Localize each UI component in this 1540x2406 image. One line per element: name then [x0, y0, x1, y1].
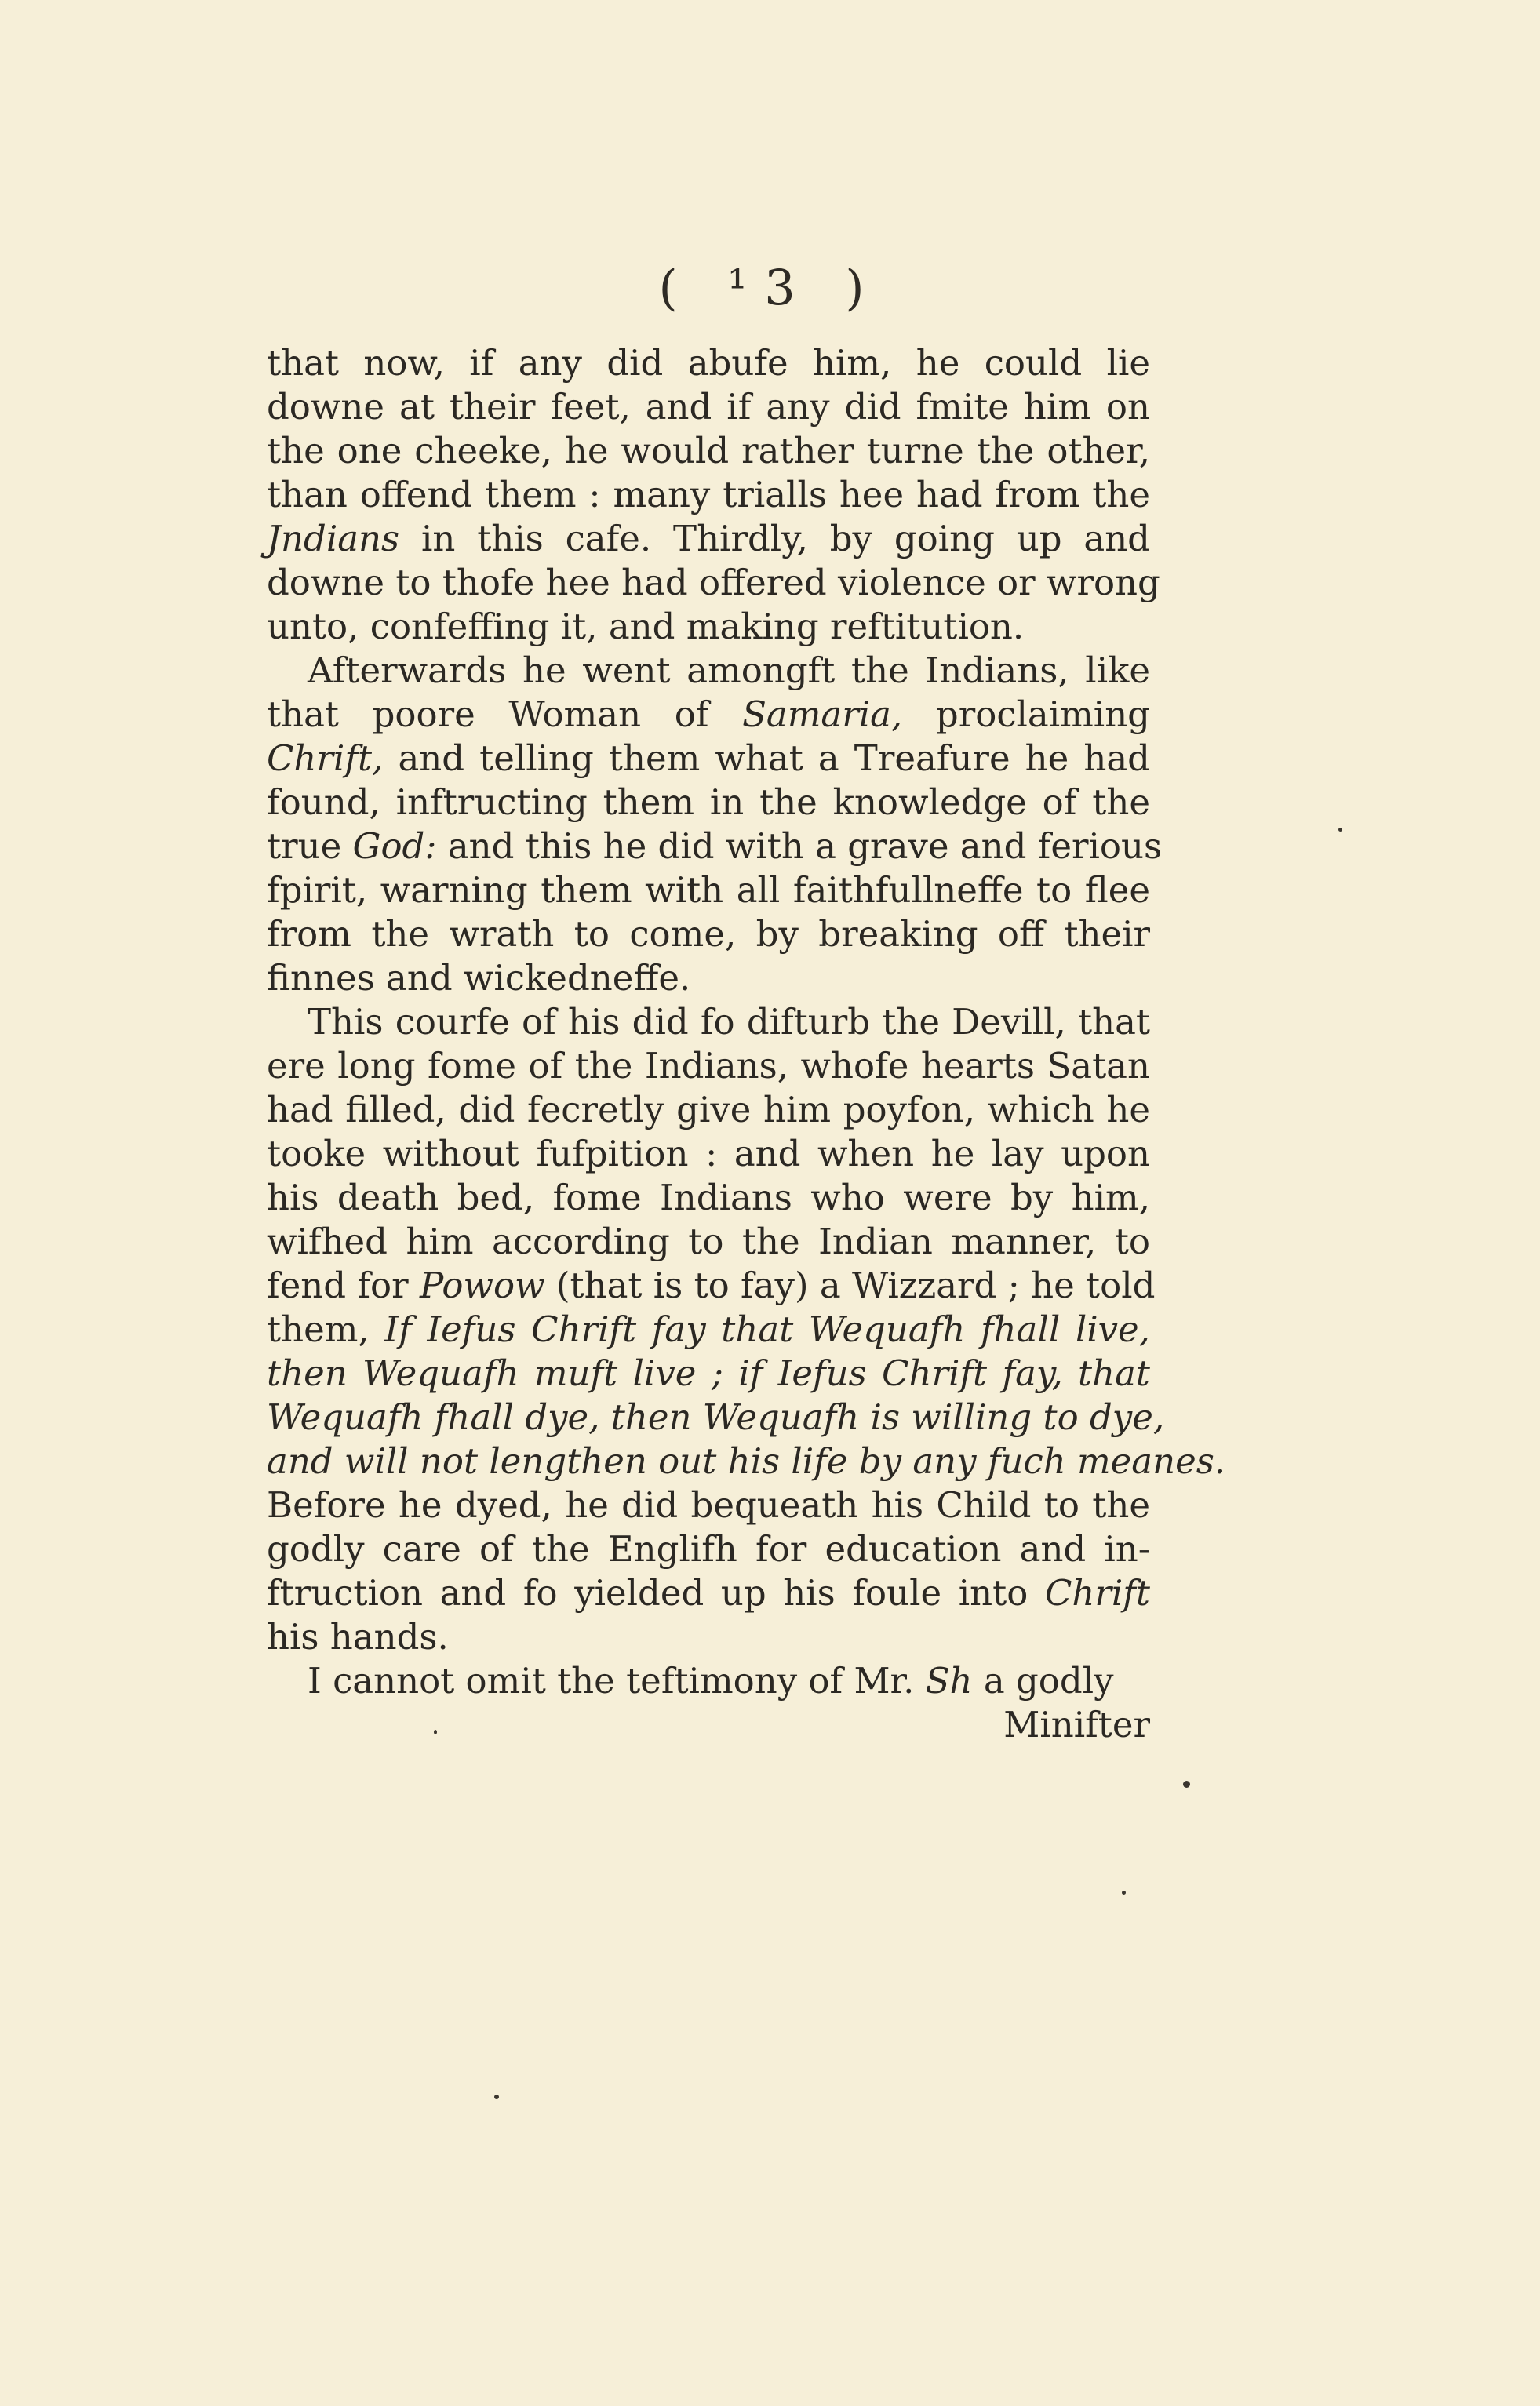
text-line [267, 1044, 1150, 1088]
ink-speck [1338, 828, 1342, 832]
italic-text: then Wequafh muft live ; if Iefus Chrift fay, that [267, 1352, 1150, 1394]
text-line [267, 693, 1150, 737]
italic-text: Chrift, [267, 737, 384, 779]
text-span: downe at their feet, and if any did fmite him on [267, 386, 1150, 428]
text-line [267, 956, 1150, 1000]
text-span: I cannot omit the teftimony of Mr. [308, 1660, 926, 1702]
text-span: in this cafe. Thirdly, by going up and [399, 518, 1150, 559]
text-line [267, 1352, 1150, 1396]
text-span: a godly [972, 1660, 1114, 1702]
text-span: true [267, 825, 353, 867]
italic-text: and will not lengthen out his life by any fuch meanes. [267, 1440, 1226, 1482]
text-line [267, 737, 1150, 781]
text-span: fend for [267, 1265, 420, 1306]
italic-text: Sh [925, 1660, 973, 1702]
text-line [267, 1659, 1150, 1703]
text-span: Before he dyed, he did bequeath his Child to the [267, 1484, 1150, 1526]
ink-speck [494, 2095, 499, 2099]
italic-text: Powow [419, 1265, 545, 1306]
text-span: ftruction and fo yielded up his foule into [267, 1572, 1045, 1614]
text-line [267, 605, 1150, 649]
italic-text: Samaria, [742, 693, 903, 735]
text-line [267, 1220, 1150, 1264]
text-span: that now, if any did abufe him, he could lie [267, 342, 1150, 384]
text-line [267, 1176, 1150, 1220]
text-line [267, 1440, 1226, 1483]
body-text [267, 341, 1226, 1747]
text-line [267, 912, 1150, 956]
text-line [267, 1483, 1150, 1527]
text-span: from the wrath to come, by breaking off their [267, 913, 1150, 955]
text-line [267, 517, 1150, 561]
page-number: ( ¹3 ) [658, 259, 882, 316]
italic-text: Chrift [1044, 1572, 1150, 1614]
text-line [267, 1132, 1150, 1176]
text-line [267, 781, 1150, 824]
text-span: found, inftructing them in the knowledge of the [267, 781, 1150, 823]
text-line [267, 1571, 1150, 1615]
text-span: ere long fome of the Indians, whofe hearts Satan [267, 1045, 1150, 1087]
text-span: them, [267, 1309, 385, 1350]
text-span: his death bed, fome Indians who were by him, [267, 1177, 1150, 1218]
ink-speck [1122, 1891, 1126, 1895]
italic-text: Wequafh fhall dye, then Wequafh is willing to dye, [267, 1396, 1165, 1438]
text-line [267, 1308, 1150, 1352]
text-span: This courfe of his did fo difturb the Devill, that [308, 1001, 1150, 1043]
text-span: wifhed him according to the Indian manner, to [267, 1221, 1150, 1262]
italic-text: If Iefus Chrift fay that Wequafh fhall live, [384, 1309, 1150, 1350]
text-line [267, 1615, 1150, 1659]
text-span: that poore Woman of [267, 693, 743, 735]
text-line [267, 473, 1150, 517]
text-line [267, 1088, 1150, 1132]
text-span: godly care of the Englifh for education and in- [267, 1528, 1150, 1570]
text-span: downe to thofe hee had offered violence or wrong [267, 562, 1160, 603]
text-span: (that is to fay) a Wizzard ; he told [544, 1265, 1156, 1306]
text-line [267, 649, 1150, 693]
text-line [267, 1527, 1150, 1571]
text-line [267, 824, 1163, 868]
text-span: than offend them : many trialls hee had from the [267, 474, 1150, 515]
italic-text: Jndians [267, 518, 400, 559]
italic-text: God: [352, 825, 437, 867]
text-line [267, 1264, 1156, 1308]
text-line [267, 1000, 1150, 1044]
text-line [267, 429, 1150, 473]
text-span: and telling them what a Treafure he had [383, 737, 1150, 779]
text-span: the one cheeke, he would rather turne the other, [267, 430, 1150, 471]
text-span: and this he did with a grave and ferious [436, 825, 1163, 867]
text-span: unto, confeffing it, and making reftitution. [267, 606, 1025, 647]
text-span: proclaiming [902, 693, 1150, 735]
text-span: had filled, did fecretly give him poyfon, which he [267, 1089, 1150, 1130]
text-span: Afterwards he went amongft the Indians, like [308, 650, 1150, 691]
text-span: his hands. [267, 1616, 449, 1658]
text-line [267, 1396, 1165, 1440]
text-line [267, 561, 1160, 605]
catchword: Minifter [1003, 1704, 1150, 1745]
ink-speck [434, 1730, 437, 1734]
text-line [267, 341, 1150, 385]
text-span: fpirit, warning them with all faithfullneffe to flee [267, 869, 1150, 911]
text-span: finnes and wickedneffe. [267, 957, 691, 999]
ink-speck [1183, 1781, 1190, 1788]
text-line [267, 868, 1150, 912]
text-line [267, 385, 1150, 429]
text-span: tooke without fufpition : and when he lay upon [267, 1133, 1150, 1174]
